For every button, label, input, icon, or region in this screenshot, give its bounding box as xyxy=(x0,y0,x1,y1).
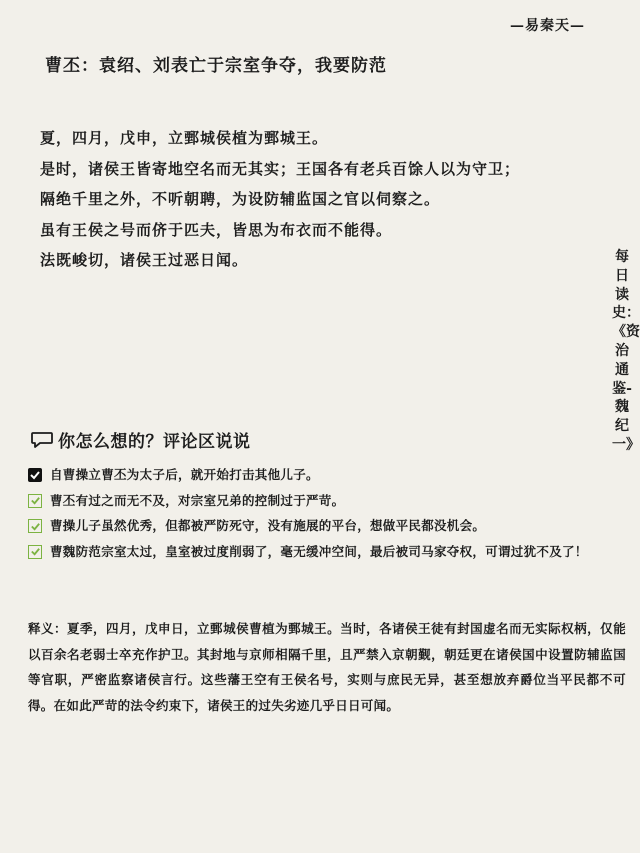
original-line: 法既峻切，诸侯王过恶日闻。 xyxy=(40,251,249,269)
checkbox-checked-black-icon xyxy=(28,468,42,482)
original-line: 是时，诸侯王皆寄地空名而无其实；王国各有老兵百馀人以为守卫； xyxy=(40,159,521,178)
checkbox-checked-green-icon xyxy=(28,545,42,559)
checkbox-checked-green-icon xyxy=(28,494,42,508)
checklist-item xyxy=(28,539,628,565)
comment-heading xyxy=(30,427,251,452)
author-signature: —易秦天— xyxy=(510,18,585,34)
side-series-title: 每日读史：《资治通鉴-魏纪一》 xyxy=(612,249,640,453)
checklist-item-text: 曹操儿子虽然优秀，但都被严防死守，没有施展的平台，想做平民都没机会。 xyxy=(50,518,486,533)
checkbox-checked-green-icon xyxy=(28,519,42,533)
speech-bubble-icon xyxy=(30,430,54,450)
original-line: 隔绝千里之外，不听朝聘，为设防辅监国之官以伺察之。 xyxy=(40,190,441,208)
checklist-item-text: 曹魏防范宗室太过，皇室被过度削弱了，毫无缓冲空间，最后被司马家夺权，可谓过犹不及了！ xyxy=(50,543,588,559)
checklist-item xyxy=(28,462,628,488)
checklist-item-text: 自曹操立曹丕为太子后，就开始打击其他儿子。 xyxy=(50,467,319,482)
checklist-item-text: 曹丕有过之而无不及，对宗室兄弟的控制过于严苛。 xyxy=(50,492,345,508)
page-title: 曹丕：袁绍、刘表亡于宗室争夺，我要防范 xyxy=(45,56,387,76)
checklist-item xyxy=(28,488,628,514)
original-line: 夏，四月，戊申，立鄄城侯植为鄄城王。 xyxy=(40,129,329,147)
checklist xyxy=(28,462,628,564)
explanation-paragraph: 释义：夏季，四月，戊申日，立鄄城侯曹植为鄄城王。当时，各诸侯王徒有封国虚名而无实际权柄，仅能以百余名老弱士卒充作护卫。其封地与京师相隔千里，且严禁入京朝觐，朝廷更在诸侯国中设置防辅监国等官职，严密监察诸侯言行。这些藩王空有王侯名号，实则与庶民无异，甚至想放弃爵位当平民都不可得。在如此严苛的法令约束下，诸侯王的过失劣迹几乎日日可闻。 xyxy=(28,621,626,713)
comment-heading-text: 你怎么想的？评论区说说 xyxy=(58,432,251,452)
original-text xyxy=(40,123,560,276)
checklist-item xyxy=(28,513,628,539)
original-line: 虽有王侯之号而侪于匹夫，皆思为布衣而不能得。 xyxy=(40,220,393,239)
